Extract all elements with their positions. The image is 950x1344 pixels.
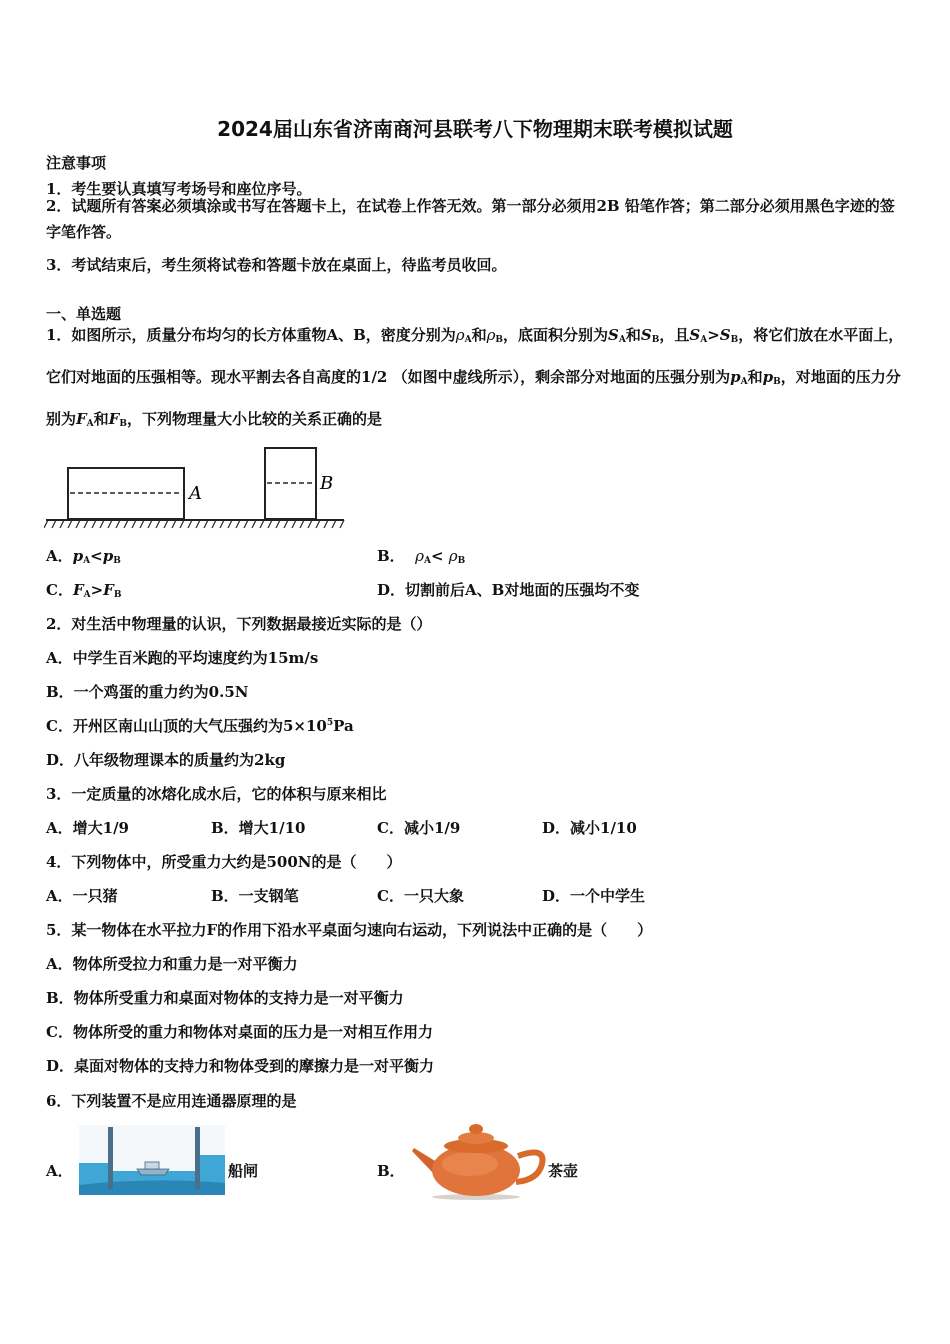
q5-option-b[interactable]: B．物体所受重力和桌面对物体的支持力是一对平衡力 bbox=[46, 989, 404, 1007]
ship-lock-caption: 船闸 bbox=[228, 1162, 259, 1180]
q4-option-b[interactable]: B．一支钢笔 bbox=[211, 887, 299, 905]
notice-item-2: 2．试题所有答案必须填涂或书写在答题卡上，在试卷上作答无效。第一部分必须用2B 铅笔作答；第二部分必须用黑色字迹的签字笔作答。 bbox=[46, 197, 895, 241]
block-a-label: A bbox=[189, 483, 202, 504]
q3-option-d[interactable]: D．减小1/10 bbox=[542, 819, 637, 837]
q4-option-c[interactable]: C．一只大象 bbox=[377, 887, 464, 905]
q3-option-b[interactable]: B．增大1/10 bbox=[211, 819, 306, 837]
question-6-stem: 6．下列装置不是应用连通器原理的是 bbox=[46, 1092, 297, 1110]
q5-option-d[interactable]: D．桌面对物体的支持力和物体受到的摩擦力是一对平衡力 bbox=[46, 1057, 435, 1075]
notice-heading: 注意事项 bbox=[46, 154, 107, 172]
q4-option-d[interactable]: D．一个中学生 bbox=[542, 887, 646, 905]
q1-option-a[interactable]: A．$p_A<p_B$ bbox=[46, 547, 121, 566]
question-4-stem: 4．下列物体中，所受重力大约是500N的是（ ） bbox=[46, 853, 402, 871]
ship-lock-image bbox=[79, 1125, 225, 1195]
question-3-stem: 3．一定质量的冰熔化成水后，它的体积与原来相比 bbox=[46, 785, 387, 803]
q4-option-a[interactable]: A．一只猪 bbox=[46, 887, 118, 905]
q1-option-b[interactable]: B． $\rho_A< \rho_B$ bbox=[377, 547, 466, 566]
teapot-image bbox=[408, 1118, 548, 1200]
blocks-diagram bbox=[44, 443, 349, 533]
ground-hatching bbox=[44, 520, 344, 528]
q3-option-c[interactable]: C．减小1/9 bbox=[377, 819, 461, 837]
section-heading: 一、单选题 bbox=[46, 305, 122, 323]
q2-option-b[interactable]: B．一个鸡蛋的重力约为0.5N bbox=[46, 683, 249, 701]
page-title: 2024届山东省济南商河县联考八下物理期末联考模拟试题 bbox=[217, 117, 733, 141]
question-5-stem: 5．某一物体在水平拉力F的作用下沿水平桌面匀速向右运动，下列说法中正确的是（ ） bbox=[46, 921, 653, 939]
q5-option-a[interactable]: A．物体所受拉力和重力是一对平衡力 bbox=[46, 955, 298, 973]
notice-item-1: 1．考生要认真填写考场号和座位序号。 bbox=[46, 180, 312, 198]
q5-option-c[interactable]: C．物体所受的重力和物体对桌面的压力是一对相互作用力 bbox=[46, 1023, 433, 1041]
q6-option-a[interactable]: A． bbox=[46, 1162, 73, 1180]
q2-option-c[interactable]: C．开州区南山山顶的大气压强约为$5\times 10^5Pa$ bbox=[46, 717, 354, 735]
q1-option-d[interactable]: D．切割前后A、B对地面的压强均不变 bbox=[377, 581, 640, 599]
q2-option-d[interactable]: D．八年级物理课本的质量约为2kg bbox=[46, 751, 286, 769]
question-1-stem: 1．如图所示，质量分布均匀的长方体重物A、B，密度分别为$\rho_A$和$\rho_B$，底面积分别为$S_A$和$S_B$，且$S_A>S_B$，将它们放在水平面上，它们对地面的压强相等。现水平割去各自高度的1/2 （如图中虚线所示），剩余部分对地面的压强分别为$p_A$和$p_B$，对地面的压力分别为$F_A$和$F_B$，下列物理量大小比较的关系正确的是 bbox=[46, 326, 904, 429]
q1-option-c[interactable]: C．$F_A>F_B$ bbox=[46, 581, 122, 600]
block-b-label: B bbox=[320, 473, 334, 494]
teapot-caption: 茶壶 bbox=[548, 1162, 579, 1180]
q2-option-a[interactable]: A．中学生百米跑的平均速度约为15m/s bbox=[46, 649, 319, 667]
q6-option-b[interactable]: B． bbox=[377, 1162, 405, 1180]
question-2-stem: 2．对生活中物理量的认识，下列数据最接近实际的是（） bbox=[46, 615, 432, 633]
q3-option-a[interactable]: A．增大1/9 bbox=[46, 819, 129, 837]
notice-item-3: 3．考试结束后，考生须将试卷和答题卡放在桌面上，待监考员收回。 bbox=[46, 256, 507, 274]
